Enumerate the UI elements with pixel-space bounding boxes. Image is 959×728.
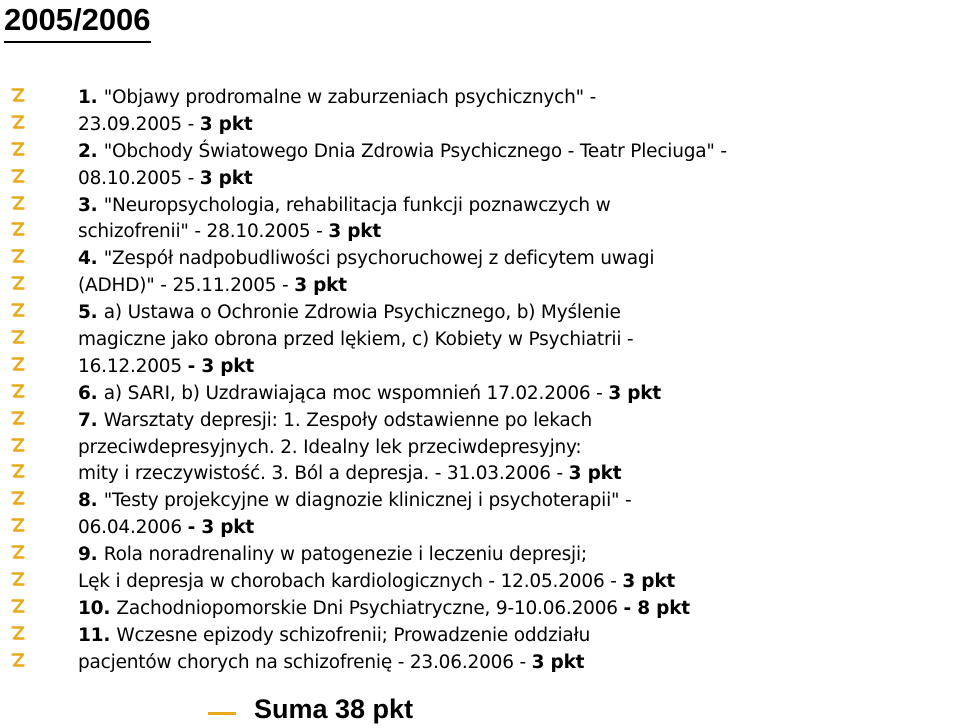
list-item	[0, 166, 959, 193]
entry-text	[78, 139, 727, 164]
list-item	[0, 112, 959, 139]
entry-text-bold: 3 pkt	[622, 571, 676, 593]
z-bullet-icon	[11, 463, 25, 479]
entry-text	[78, 219, 381, 244]
entry-text-bold: 10.	[78, 597, 117, 619]
entry-text-bold: - 3 pkt	[187, 355, 255, 377]
z-bullet-icon	[11, 410, 25, 426]
list-item	[0, 354, 959, 381]
entry-text-bold: 1.	[78, 87, 104, 108]
list-item	[0, 515, 959, 542]
entry-text-segment: "Zespół nadpobudliwości psychoruchowej z deficytem uwagi	[103, 248, 655, 270]
z-bullet-icon	[11, 302, 25, 318]
entry-text	[78, 300, 621, 325]
entry-text	[78, 166, 252, 191]
entry-text-segment: "Neuropsychologia, rehabilitacja funkcji poznawczych w	[103, 194, 611, 216]
z-bullet-icon	[11, 168, 25, 184]
entry-text-segment: "Testy projekcyjne w diagnozie klinicznej i psychoterapii" -	[103, 490, 632, 512]
entry-text-segment: 16.12.2005	[78, 355, 188, 377]
z-bullet-icon	[11, 114, 25, 130]
entry-text	[78, 650, 584, 675]
z-bullet-icon	[11, 87, 25, 103]
entry-text	[78, 515, 254, 540]
z-bullet-icon	[11, 517, 25, 533]
entry-text-bold: - 3 pkt	[187, 517, 255, 539]
entry-text-bold: 6.	[78, 382, 104, 404]
entry-text-segment: schizofrenii" - 28.10.2005 -	[78, 221, 329, 243]
entry-text	[78, 112, 252, 137]
entry-text	[78, 85, 596, 110]
list-item	[0, 219, 959, 246]
entry-text-segment: 08.10.2005 -	[78, 167, 200, 189]
list-item	[0, 139, 959, 166]
z-bullet-icon	[11, 248, 25, 264]
list-item	[0, 408, 959, 435]
entry-text-bold: 3.	[78, 194, 104, 216]
entry-text	[78, 435, 581, 460]
entry-text-bold: 4.	[78, 248, 104, 270]
entry-text	[78, 569, 675, 594]
list-item	[0, 650, 959, 677]
entry-text-segment: Zachodniopomorskie Dni Psychiatryczne, 9-10.06.2006	[116, 597, 624, 619]
entry-text-bold: 7.	[78, 409, 104, 431]
entry-text-bold: 11.	[78, 624, 117, 646]
list-item	[0, 327, 959, 354]
entry-text	[78, 542, 587, 567]
entry-text-segment: pacjentów chorych na schizofrenię - 23.06.2006 -	[78, 651, 532, 673]
list-item	[0, 461, 959, 488]
entry-text-segment: "Objawy prodromalne w zaburzeniach psychicznych" -	[103, 87, 597, 108]
list-item	[0, 569, 959, 596]
entry-text-bold: 8.	[78, 490, 104, 512]
entry-text-segment: Rola noradrenaliny w patogenezie i leczeniu depresji;	[103, 544, 587, 566]
entry-text	[78, 596, 690, 621]
entry-text	[78, 461, 621, 486]
entry-text-bold: 3 pkt	[199, 113, 253, 135]
entry-text	[78, 193, 611, 218]
entry-text	[78, 488, 632, 513]
entry-text-bold: 3 pkt	[328, 221, 382, 243]
entry-text-segment: Warsztaty depresji: 1. Zespoły odstawienne po lekach	[103, 409, 593, 431]
entry-text-bold: 3 pkt	[531, 651, 585, 673]
list-item	[0, 623, 959, 650]
list-item	[0, 381, 959, 408]
entry-text	[78, 273, 347, 298]
entry-text-bold: 2.	[78, 140, 104, 162]
list-item	[0, 193, 959, 220]
entry-text	[78, 246, 654, 271]
z-bullet-icon	[11, 141, 25, 157]
z-bullet-icon	[11, 571, 25, 587]
z-bullet-icon	[11, 221, 25, 237]
entry-text-segment: Lęk i depresja w chorobach kardiologicznych - 12.05.2006 -	[78, 571, 623, 593]
dash-icon	[208, 712, 236, 715]
z-bullet-icon	[11, 329, 25, 345]
entry-text	[78, 354, 254, 379]
z-bullet-icon	[11, 490, 25, 506]
entry-text-segment: "Obchody Światowego Dnia Zdrowia Psychicznego - Teatr Pleciuga" -	[103, 140, 727, 162]
z-bullet-icon	[11, 652, 25, 668]
list-item	[0, 246, 959, 273]
list-item	[0, 435, 959, 462]
entry-text	[78, 623, 590, 648]
z-bullet-icon	[11, 625, 25, 641]
entry-text-segment: (ADHD)" - 25.11.2005 -	[78, 275, 295, 297]
list-item	[0, 596, 959, 623]
entry-text-bold: 9.	[78, 544, 104, 566]
entry-text-bold: 3 pkt	[199, 167, 253, 189]
entry-text-segment: przeciwdepresyjnych. 2. Idealny lek przeciwdepresyjny:	[78, 436, 582, 458]
entry-text-bold: 3 pkt	[294, 275, 347, 297]
z-bullet-icon	[11, 356, 25, 372]
entry-text-bold: 5.	[78, 302, 104, 324]
z-bullet-icon	[11, 195, 25, 211]
page-title: 2005/2006	[4, 0, 151, 43]
entry-text-segment: a) SARI, b) Uzdrawiająca moc wspomnień 17.02.2006 -	[103, 382, 609, 404]
entry-text-segment: Wczesne epizody schizofrenii; Prowadzenie oddziału	[116, 624, 591, 646]
entry-text	[78, 327, 633, 352]
z-bullet-icon	[11, 383, 25, 399]
entry-text-bold: - 8 pkt	[623, 597, 690, 619]
entry-text-bold: 3 pkt	[568, 463, 622, 485]
z-bullet-icon	[11, 437, 25, 453]
list-item	[0, 300, 959, 327]
entry-text-segment: a) Ustawa o Ochronie Zdrowia Psychicznego, b) Myślenie	[103, 302, 621, 324]
entry-text	[78, 381, 661, 406]
entry-text-bold: 3 pkt	[608, 382, 662, 404]
list-item	[0, 542, 959, 569]
list-item	[0, 273, 959, 300]
entry-text-segment: 06.04.2006	[78, 517, 188, 539]
z-bullet-icon	[11, 275, 25, 291]
entry-text-segment: mity i rzeczywistość. 3. Ból a depresja. - 31.03.2006 -	[78, 463, 569, 485]
list-item	[0, 85, 959, 112]
entry-text	[78, 408, 592, 433]
z-bullet-icon	[11, 598, 25, 614]
entries-list	[0, 85, 959, 677]
z-bullet-icon	[11, 544, 25, 560]
entry-text-segment: magiczne jako obrona przed lękiem, c) Kobiety w Psychiatrii -	[78, 329, 634, 351]
list-item	[0, 488, 959, 515]
entry-text-segment: 23.09.2005 -	[78, 113, 200, 135]
summary-total: Suma 38 pkt	[254, 694, 414, 724]
